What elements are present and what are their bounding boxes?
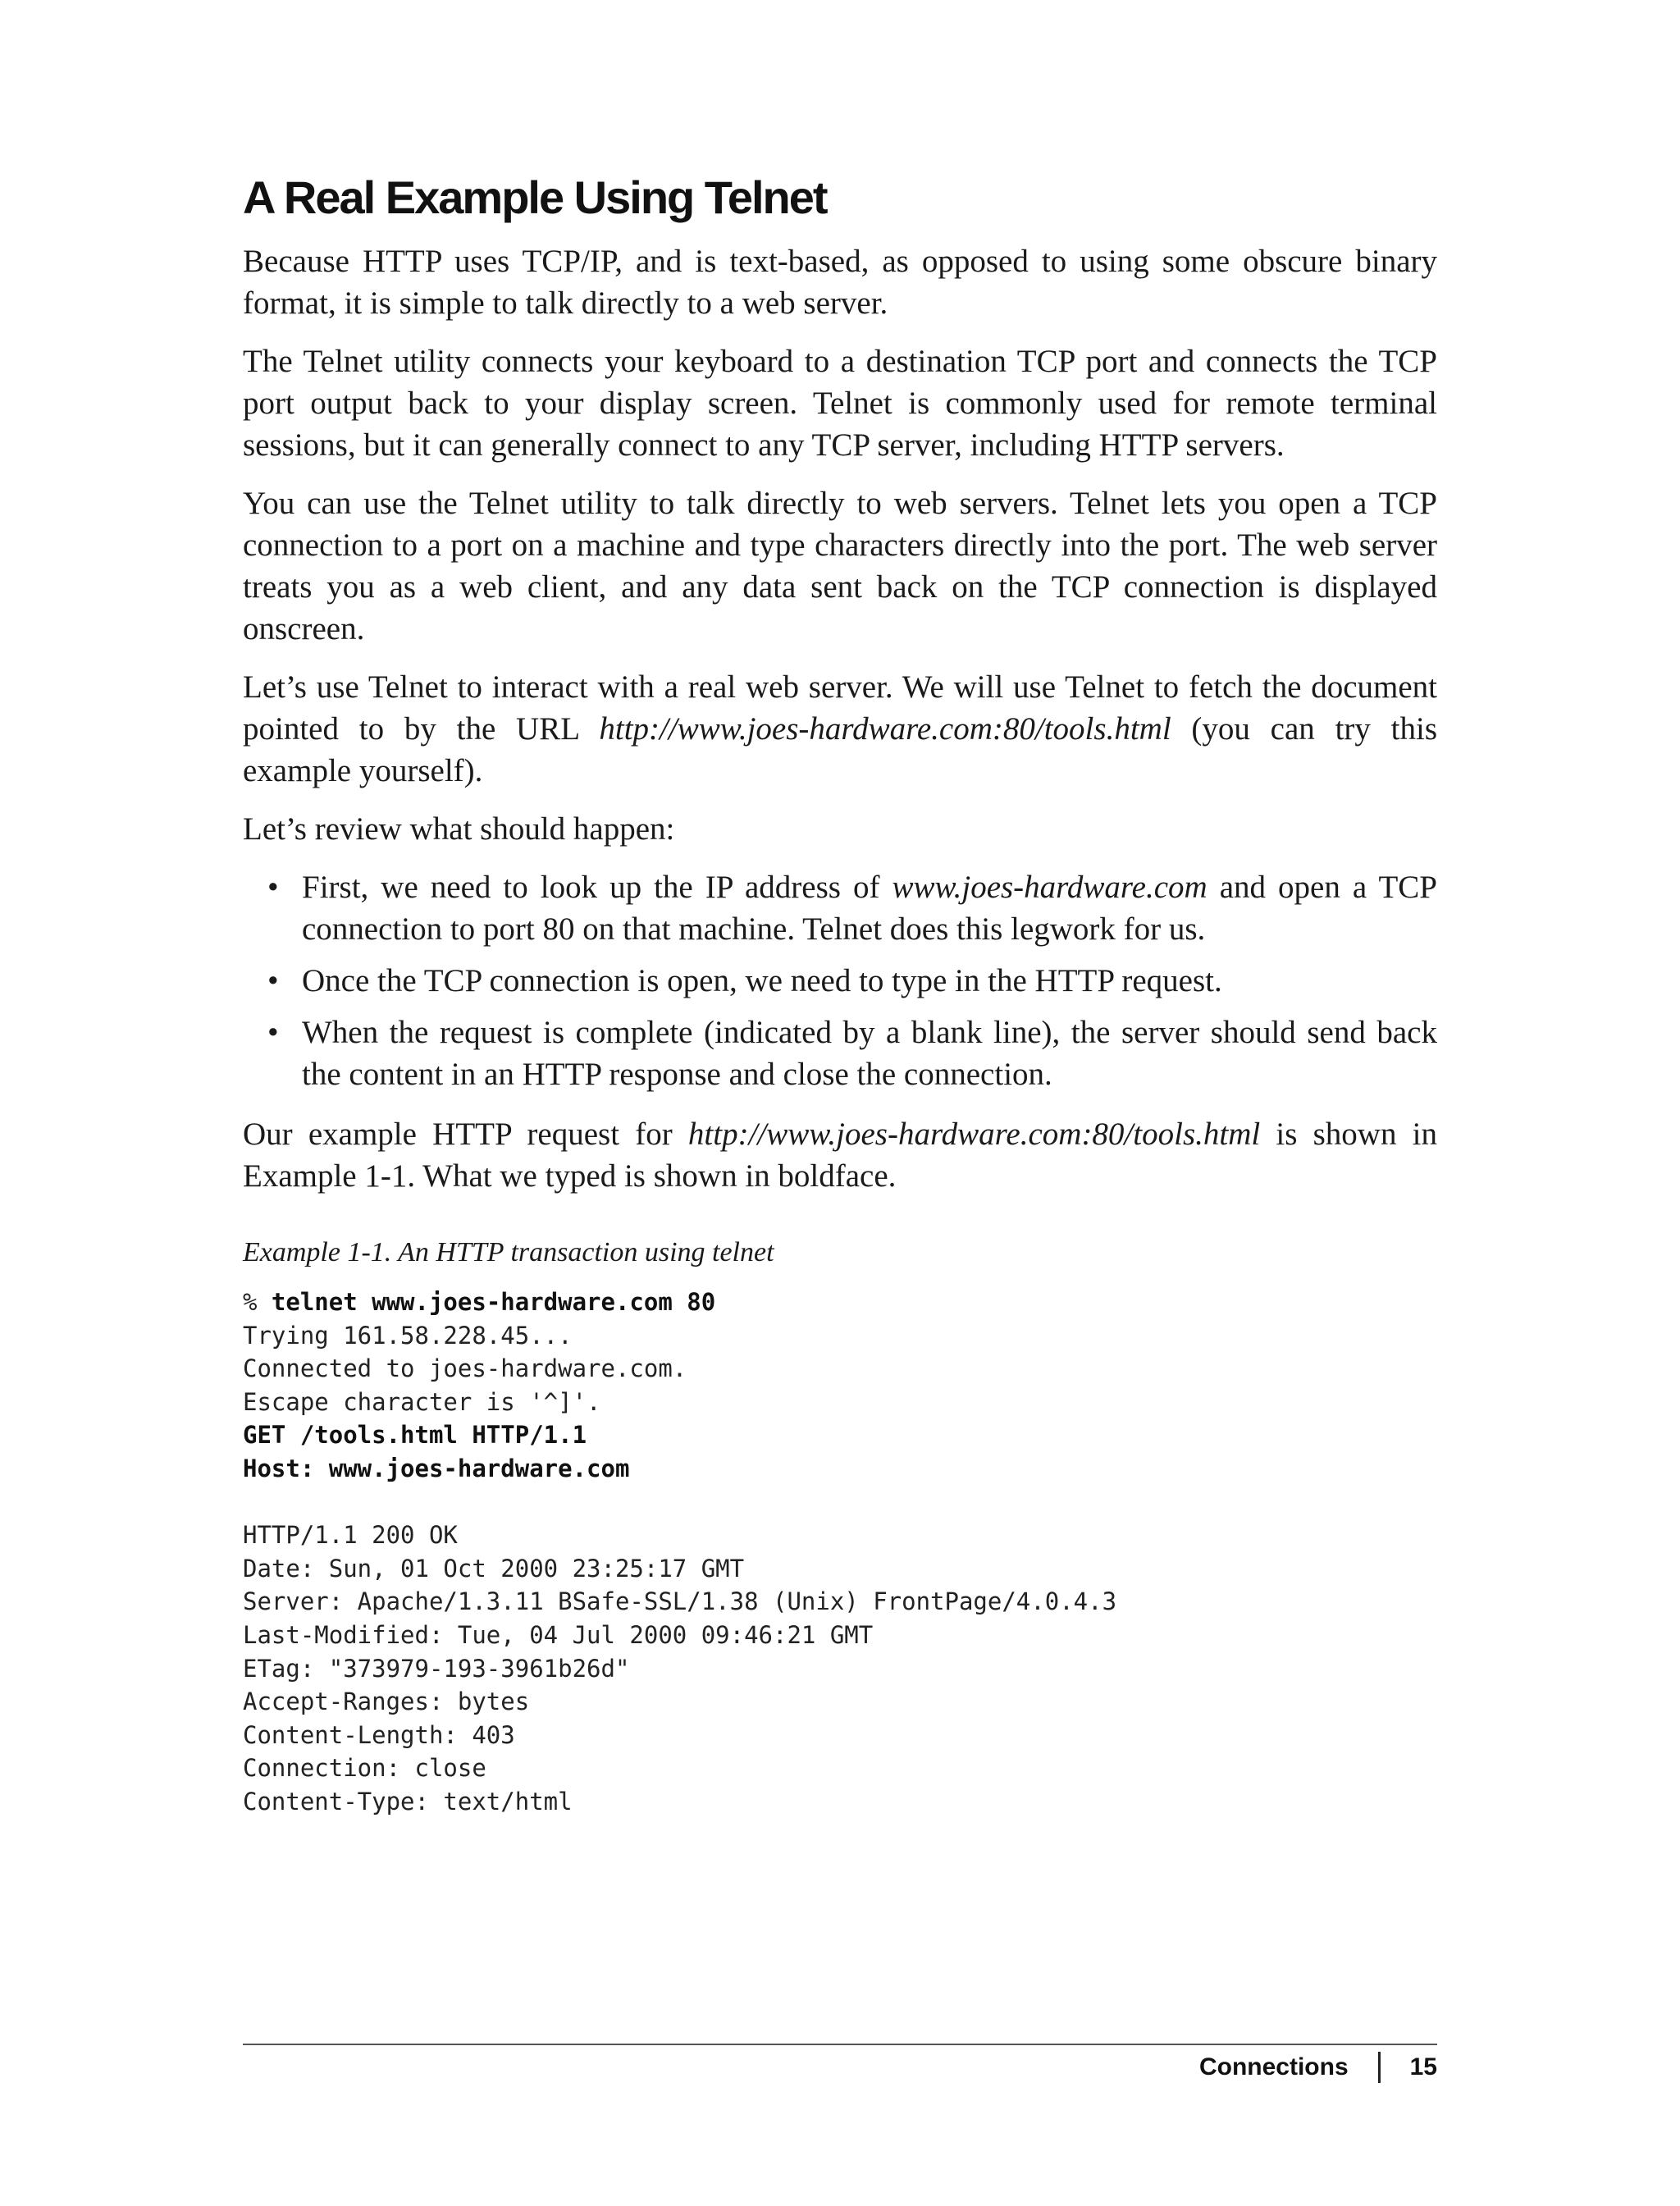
bullet-icon: • <box>267 870 279 905</box>
hostname: www.joes-hardware.com <box>892 870 1208 905</box>
code-line: Connection: close <box>243 1754 486 1783</box>
paragraph-4 <box>243 666 1437 792</box>
code-blank-line <box>243 1486 1437 1519</box>
footer-section-title: Connections <box>1198 2053 1349 2080</box>
list-item-text-a: First, we need to look up the IP address of <box>302 870 892 905</box>
code-listing <box>243 1286 1437 1819</box>
code-line: Escape character is '^]'. <box>243 1387 601 1416</box>
code-line: Connected to joes-hardware.com. <box>243 1354 687 1383</box>
code-line: Trying 161.58.228.45... <box>243 1321 573 1350</box>
typed-command: telnet www.joes-hardware.com 80 <box>271 1288 716 1316</box>
bullet-icon: • <box>267 1015 279 1050</box>
paragraph-4-text-b: (you can try this example yourself). <box>243 711 1438 788</box>
code-line: Accept-Ranges: bytes <box>243 1688 530 1716</box>
paragraph-6-text-a: Our example HTTP request for <box>243 1117 688 1152</box>
list-item-text-b: and open a TCP connection to port 80 on that machine. Telnet does this legwork for us. <box>302 870 1437 947</box>
code-line: Date: Sun, 01 Oct 2000 23:25:17 GMT <box>243 1554 745 1583</box>
typed-request-line: GET /tools.html HTTP/1.1 <box>243 1421 587 1450</box>
example-url: http://www.joes-hardware.com:80/tools.html <box>599 711 1171 747</box>
list-item-text: Once the TCP connection is open, we need to type in the HTTP request. <box>302 963 1222 998</box>
example-caption: Example 1-1. An HTTP transaction using telnet <box>243 1237 774 1267</box>
paragraph-2: The Telnet utility connects your keyboard to a destination TCP port and connects the TCP port output back to your display screen. Telnet is commonly used for remote terminal sessions, but it can generally connect to any TCP server, including HTTP servers. <box>243 344 1437 463</box>
list-item-text: When the request is complete (indicated by a blank line), the server should send back the content in an HTTP response and close the connection. <box>302 1015 1437 1092</box>
example-url: http://www.joes-hardware.com:80/tools.html <box>687 1117 1261 1152</box>
footer-divider <box>243 2044 1437 2045</box>
section-heading: A Real Example Using Telnet <box>243 171 827 223</box>
list-item <box>243 1012 1437 1095</box>
paragraph-6-text-b: is shown in Example 1-1. What we typed is shown in boldface. <box>243 1117 1437 1194</box>
steps-list <box>243 866 1437 1095</box>
code-line: Last-Modified: Tue, 04 Jul 2000 09:46:21 GMT <box>243 1620 874 1649</box>
code-line: Server: Apache/1.3.11 BSafe-SSL/1.38 (Unix) FrontPage/4.0.4.3 <box>243 1587 1117 1616</box>
page-footer <box>1199 2051 1437 2084</box>
code-line: Content-Length: 403 <box>243 1720 515 1749</box>
paragraph-1: Because HTTP uses TCP/IP, and is text-based, as opposed to using some obscure binary format, it is simple to talk directly to a web server. <box>243 244 1437 321</box>
code-line <box>243 1286 1437 1319</box>
typed-host-header: Host: www.joes-hardware.com <box>243 1454 630 1482</box>
page-number: 15 <box>1409 2053 1437 2080</box>
paragraph-6 <box>243 1113 1437 1197</box>
paragraph-4-text-a: Let’s use Telnet to interact with a real web server. We will use Telnet to fetch the document pointed to by the URL <box>243 669 1437 747</box>
shell-prompt: % <box>243 1288 272 1316</box>
paragraph-3: You can use the Telnet utility to talk directly to web servers. Telnet lets you open a TCP connection to a port on a machine and type characters directly into the port. The web server treats you as a web client, and any data sent back on the TCP connection is displayed onscreen. <box>243 486 1437 646</box>
paragraph-5: Let’s review what should happen: <box>243 811 675 847</box>
list-item <box>243 960 1437 1002</box>
code-line: Content-Type: text/html <box>243 1787 573 1815</box>
code-line: ETag: "373979-193-3961b26d" <box>243 1654 630 1683</box>
page-content <box>243 168 1437 1819</box>
code-line: HTTP/1.1 200 OK <box>243 1521 458 1550</box>
bullet-icon: • <box>267 963 279 998</box>
footer-separator <box>1378 2052 1381 2083</box>
list-item <box>243 866 1437 950</box>
